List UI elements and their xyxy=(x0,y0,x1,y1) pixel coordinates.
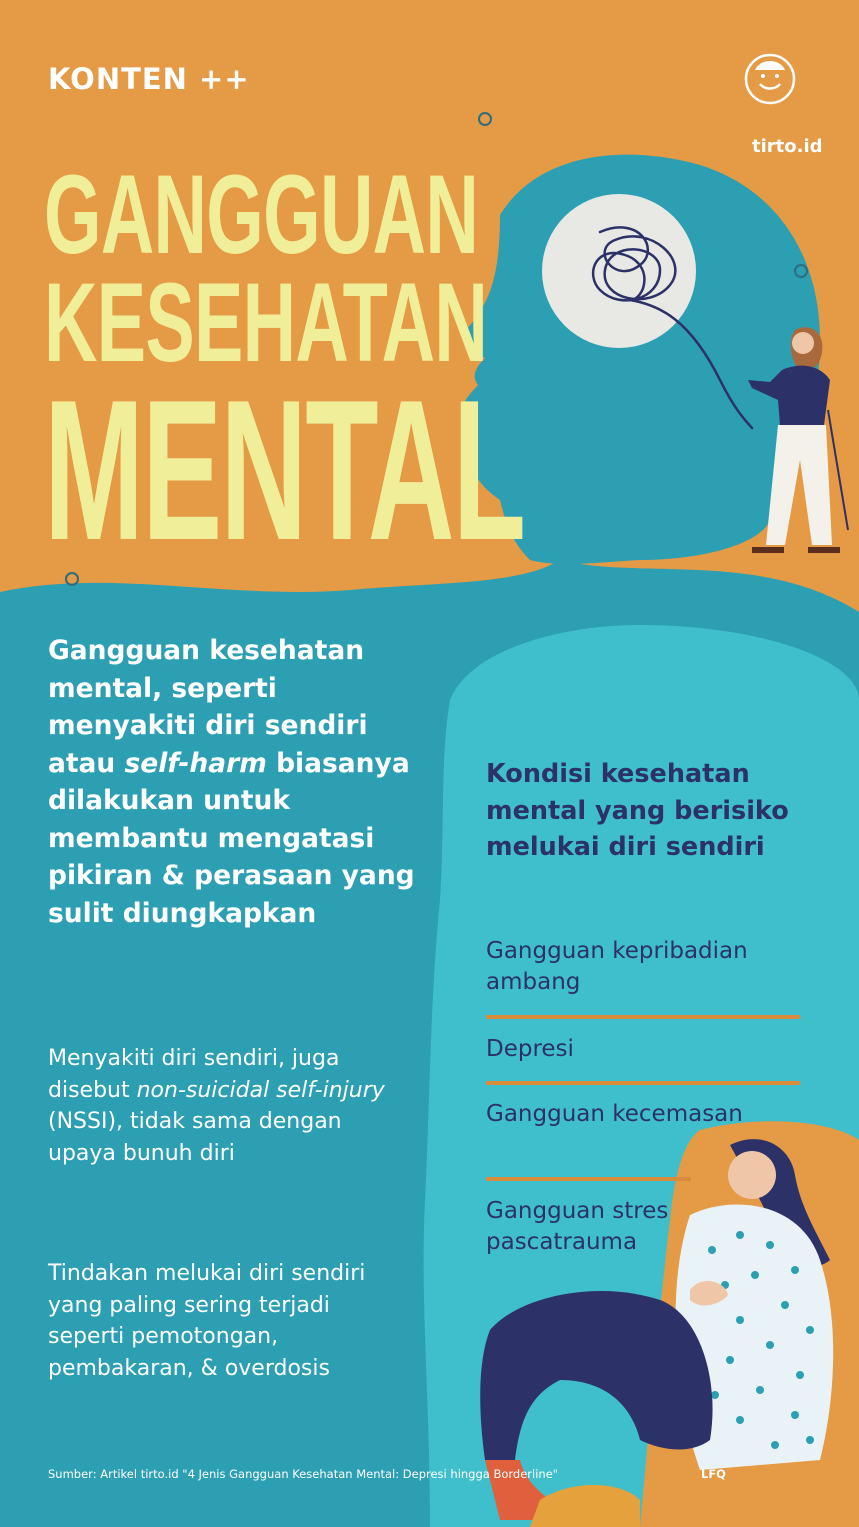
designer-credit: LFQ xyxy=(701,1467,726,1481)
conditions-heading: Kondisi kesehatan mental yang berisiko melukai diri sendiri xyxy=(486,759,789,862)
condition-item: Gangguan kecemasan xyxy=(486,1101,743,1127)
title-line-2: KESEHATAN xyxy=(44,260,488,385)
divider xyxy=(486,1015,800,1019)
paragraph-nssi-emphasis: non-suicidal self-injury xyxy=(136,1077,385,1103)
paragraph-actions: Tindakan melukai diri sendiri yang paling sering terjadi seperti pemotongan, pembakaran, & overdosis xyxy=(48,1261,366,1381)
title-line-1: GANGGUAN xyxy=(44,152,479,277)
source-note: Sumber: Artikel tirto.id "4 Jenis Gangguan Kesehatan Mental: Depresi hingga Borderline" xyxy=(48,1467,559,1481)
brand-logo-text: tirto.id xyxy=(752,136,823,157)
paragraph-nssi xyxy=(48,1043,408,1169)
divider xyxy=(486,1177,691,1181)
paragraph-nssi-text-2: (NSSI), tidak sama dengan upaya bunuh diri xyxy=(48,1109,342,1166)
lead-emphasis: self-harm xyxy=(124,747,267,779)
section-kicker: KONTEN ++ xyxy=(48,62,250,96)
condition-item: Gangguan stres pascatrauma xyxy=(486,1198,669,1255)
divider xyxy=(486,1081,800,1085)
condition-item: Gangguan kepribadian ambang xyxy=(486,938,748,995)
condition-item: Depresi xyxy=(486,1036,574,1062)
lead-text-1: Gangguan kesehatan mental, seperti menyakiti diri sendiri atau xyxy=(48,635,368,779)
lead-paragraph xyxy=(48,632,428,932)
lead-text-2: biasanya dilakukan untuk membantu mengatasi pikiran & perasaan yang sulit diungkapkan xyxy=(48,747,415,929)
title-line-3: MENTAL xyxy=(44,359,525,582)
paragraph-nssi-text-1: Menyakiti diri sendiri, juga disebut xyxy=(48,1046,340,1103)
